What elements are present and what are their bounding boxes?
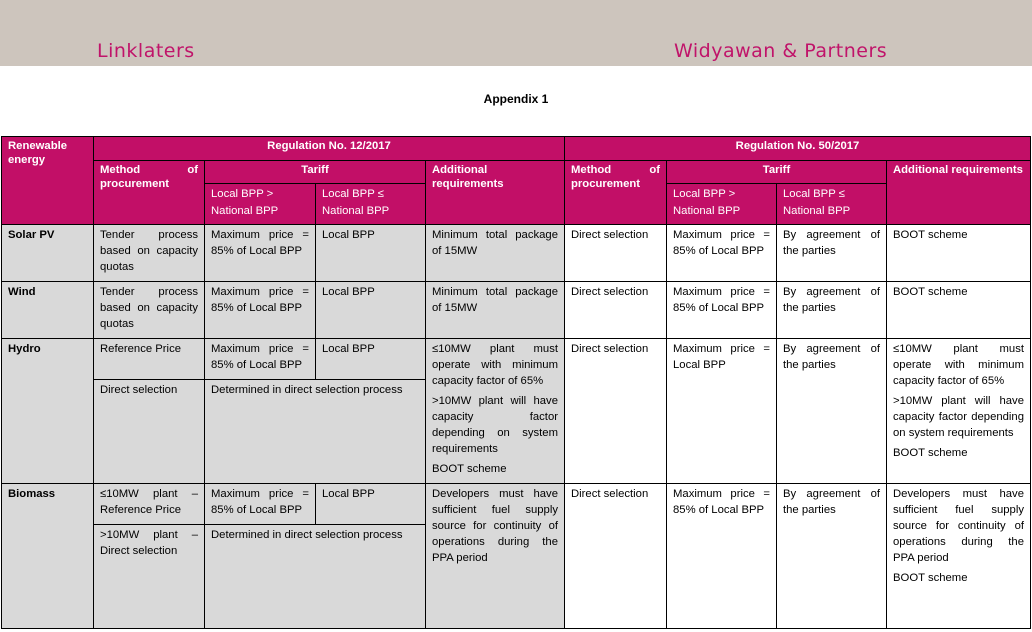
cell-hydro-r12-local-le: Local BPP xyxy=(316,339,426,380)
hydro-r50-additional-large: >10MW plant will have capacity factor depending on system requirements xyxy=(893,395,1024,439)
cell-biomass-r50-local-gt: Maximum price = 85% of Local BPP xyxy=(667,484,777,629)
header-tariff-50: Tariff xyxy=(667,161,887,184)
biomass-r50-additional-boot: BOOT scheme xyxy=(893,572,968,584)
page-title: Appendix 1 xyxy=(483,92,549,106)
cell-wind-r50-local-le: By agreement of the parties xyxy=(777,282,887,339)
cell-wind-r50-additional: BOOT scheme xyxy=(887,282,1031,339)
cell-solar-r12-additional: Minimum total package of 15MW xyxy=(426,225,565,282)
hydro-r12-additional-large: >10MW plant will have capacity factor depending on system requirements xyxy=(432,395,558,455)
cell-hydro-r50-local-le: By agreement of the parties xyxy=(777,339,887,484)
cell-hydro-r12-tariff-direct: Determined in direct selection process xyxy=(205,380,426,484)
cell-solar-r50-method: Direct selection xyxy=(565,225,667,282)
header-method-50: Method of procurement xyxy=(565,161,667,225)
table-row-biomass xyxy=(2,484,1031,525)
table-row-hydro xyxy=(2,339,1031,380)
header-banner xyxy=(0,0,1032,66)
cell-biomass-r12-method-reference: ≤10MW plant – Reference Price xyxy=(94,484,205,525)
cell-wind-r12-additional: Minimum total package of 15MW xyxy=(426,282,565,339)
col-renewable-energy: Renewable energy xyxy=(2,137,94,225)
header-row-2 xyxy=(2,161,1031,184)
cell-solar-r50-additional: BOOT scheme xyxy=(887,225,1031,282)
cell-biomass-r50-local-le: By agreement of the parties xyxy=(777,484,887,629)
cell-biomass-r12-local-le: Local BPP xyxy=(316,484,426,525)
header-reg-12-2017: Regulation No. 12/2017 xyxy=(94,137,565,161)
regulation-comparison-table xyxy=(1,136,1031,629)
header-method-12: Method of procurement xyxy=(94,161,205,225)
cell-hydro-r12-additional xyxy=(426,339,565,484)
table-row-solar-pv xyxy=(2,225,1031,282)
header-tariff-12: Tariff xyxy=(205,161,426,184)
cell-biomass-r12-local-gt: Maximum price = 85% of Local BPP xyxy=(205,484,316,525)
cell-wind-r12-method: Tender process based on capacity quotas xyxy=(94,282,205,339)
hydro-r50-additional-small: ≤10MW plant must operate with minimum capacity factor of 65% xyxy=(893,343,1024,387)
header-row-1 xyxy=(2,137,1031,161)
widyawan-partners-logo: Widyawan & Partners xyxy=(674,40,888,62)
biomass-r50-additional-fuel: Developers must have sufficient fuel supply source for continuity of operations during the PPA period xyxy=(893,488,1024,564)
cell-biomass-r50-method: Direct selection xyxy=(565,484,667,629)
header-local-le-12: Local BPP ≤ National BPP xyxy=(316,184,426,225)
cell-solar-r12-local-le: Local BPP xyxy=(316,225,426,282)
cell-biomass-r50-additional xyxy=(887,484,1031,629)
cell-hydro-r50-additional xyxy=(887,339,1031,484)
hydro-r12-additional-small: ≤10MW plant must operate with minimum capacity factor of 65% xyxy=(432,343,558,387)
header-local-gt-12: Local BPP > National BPP xyxy=(205,184,316,225)
cell-solar-r12-method: Tender process based on capacity quotas xyxy=(94,225,205,282)
cell-hydro-r12-method-reference: Reference Price xyxy=(94,339,205,380)
cell-wind-r12-local-le: Local BPP xyxy=(316,282,426,339)
cell-wind-r50-local-gt: Maximum price = 85% of Local BPP xyxy=(667,282,777,339)
table-row-wind xyxy=(2,282,1031,339)
row-label-hydro: Hydro xyxy=(2,339,94,484)
linklaters-logo: Linklaters xyxy=(97,40,195,62)
cell-hydro-r12-method-direct: Direct selection xyxy=(94,380,205,484)
cell-solar-r50-local-gt: Maximum price = 85% of Local BPP xyxy=(667,225,777,282)
header-local-le-50: Local BPP ≤ National BPP xyxy=(777,184,887,225)
cell-hydro-r50-method: Direct selection xyxy=(565,339,667,484)
cell-biomass-r12-additional: Developers must have sufficient fuel supply source for continuity of operations during the PPA period xyxy=(426,484,565,629)
row-label-wind: Wind xyxy=(2,282,94,339)
cell-solar-r12-local-gt: Maximum price = 85% of Local BPP xyxy=(205,225,316,282)
hydro-r12-additional-boot: BOOT scheme xyxy=(432,463,507,475)
cell-biomass-r12-method-direct: >10MW plant – Direct selection xyxy=(94,525,205,629)
cell-biomass-r12-tariff-direct: Determined in direct selection process xyxy=(205,525,426,629)
cell-solar-r50-local-le: By agreement of the parties xyxy=(777,225,887,282)
hydro-r50-additional-boot: BOOT scheme xyxy=(893,447,968,459)
header-local-gt-50: Local BPP > National BPP xyxy=(667,184,777,225)
cell-wind-r50-method: Direct selection xyxy=(565,282,667,339)
header-additional-50: Additional requirements xyxy=(887,161,1031,225)
header-reg-50-2017: Regulation No. 50/2017 xyxy=(565,137,1031,161)
cell-hydro-r12-local-gt: Maximum price = 85% of Local BPP xyxy=(205,339,316,380)
cell-wind-r12-local-gt: Maximum price = 85% of Local BPP xyxy=(205,282,316,339)
header-additional-12: Additional requirements xyxy=(426,161,565,225)
row-label-biomass: Biomass xyxy=(2,484,94,629)
row-label-solar-pv: Solar PV xyxy=(2,225,94,282)
cell-hydro-r50-local-gt: Maximum price = Local BPP xyxy=(667,339,777,484)
